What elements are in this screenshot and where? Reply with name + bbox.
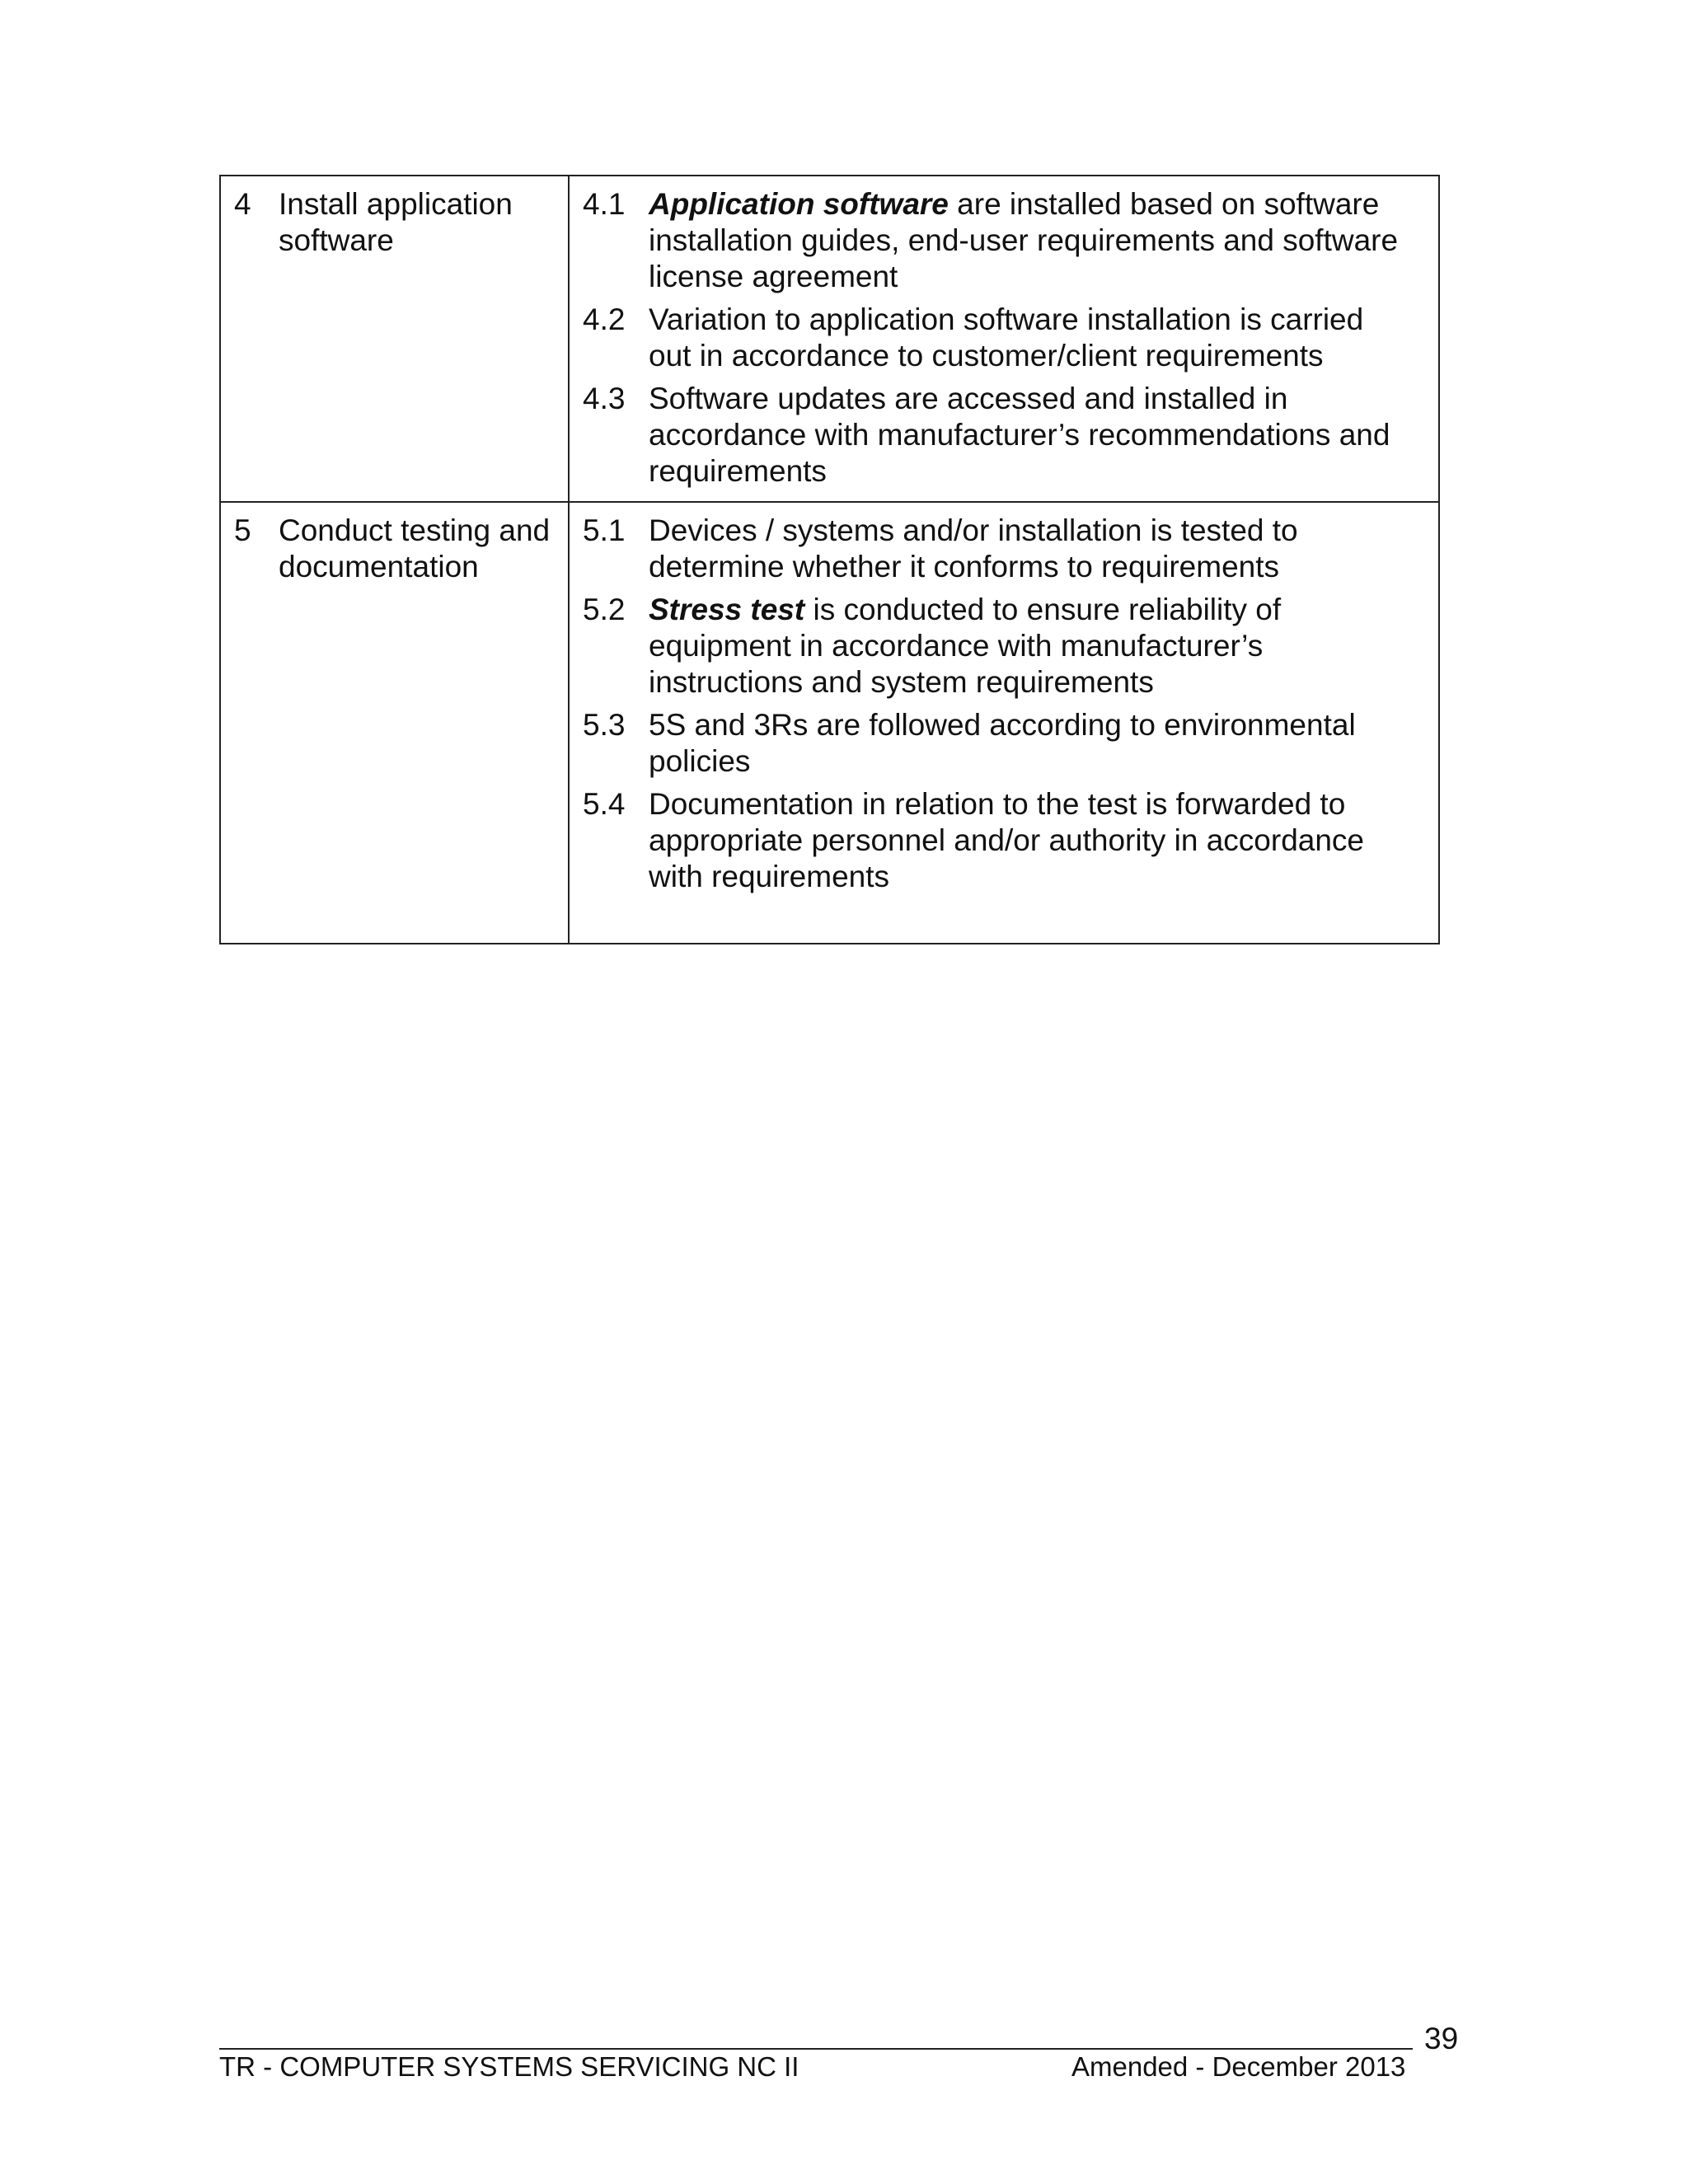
criterion-number: 5.3: [583, 708, 626, 742]
element-title: Conduct testing and documentation: [279, 513, 551, 583]
criterion-item: [583, 707, 1414, 780]
criterion-text: Variation to application software installation is carried out in accordance to customer/client requirements: [649, 302, 1364, 373]
criterion-item: [583, 381, 1414, 490]
criterion-text: Devices / systems and/or installation is tested to determine whether it conforms to requirements: [649, 513, 1298, 583]
criterion-text: Software updates are accessed and installed in accordance with manufacturer’s recommendations and requirements: [649, 382, 1390, 488]
criterion-number: 5.4: [583, 787, 626, 821]
criterion-number: 5.1: [583, 513, 626, 547]
criterion-text: Documentation in relation to the test is forwarded to appropriate personnel and/or authority in accordance with requirements: [649, 787, 1365, 893]
criterion-text: 5S and 3Rs are followed according to environmental policies: [649, 708, 1356, 778]
criterion-text: are installed based on software installation guides, end-user requirements and software license agreement: [649, 187, 1399, 293]
competency-table: [219, 175, 1440, 944]
element-title: Install application software: [279, 187, 513, 257]
performance-criteria-cell: [569, 176, 1439, 502]
performance-criteria-cell: [569, 502, 1439, 944]
criterion-emphasis: Stress test: [649, 593, 805, 626]
criterion-number: 4.2: [583, 302, 626, 336]
footer-divider: [219, 2048, 1413, 2050]
criterion-number: 4.1: [583, 187, 626, 221]
criterion-emphasis: Application software: [649, 187, 949, 221]
footer-date: Amended - December 2013: [1071, 2051, 1406, 2082]
criterion-number: 5.2: [583, 593, 626, 626]
criterion-item: [583, 302, 1414, 374]
footer-title: TR - COMPUTER SYSTEMS SERVICING NC II: [219, 2051, 799, 2082]
element-number: 5: [234, 513, 251, 547]
criterion-item: [583, 186, 1414, 295]
table-row: [220, 176, 1439, 502]
page-number: 39: [1424, 2022, 1459, 2055]
element-cell: [220, 176, 569, 502]
criterion-number: 4.3: [583, 382, 626, 415]
criterion-text: is conducted to ensure reliability of equipment in accordance with manufacturer’s instructions and system requirements: [649, 593, 1282, 699]
criterion-item: [583, 592, 1414, 701]
element-number: 4: [234, 187, 251, 221]
criterion-item: [583, 513, 1414, 585]
criterion-item: [583, 786, 1414, 895]
element-cell: [220, 502, 569, 944]
table-row: [220, 502, 1439, 944]
